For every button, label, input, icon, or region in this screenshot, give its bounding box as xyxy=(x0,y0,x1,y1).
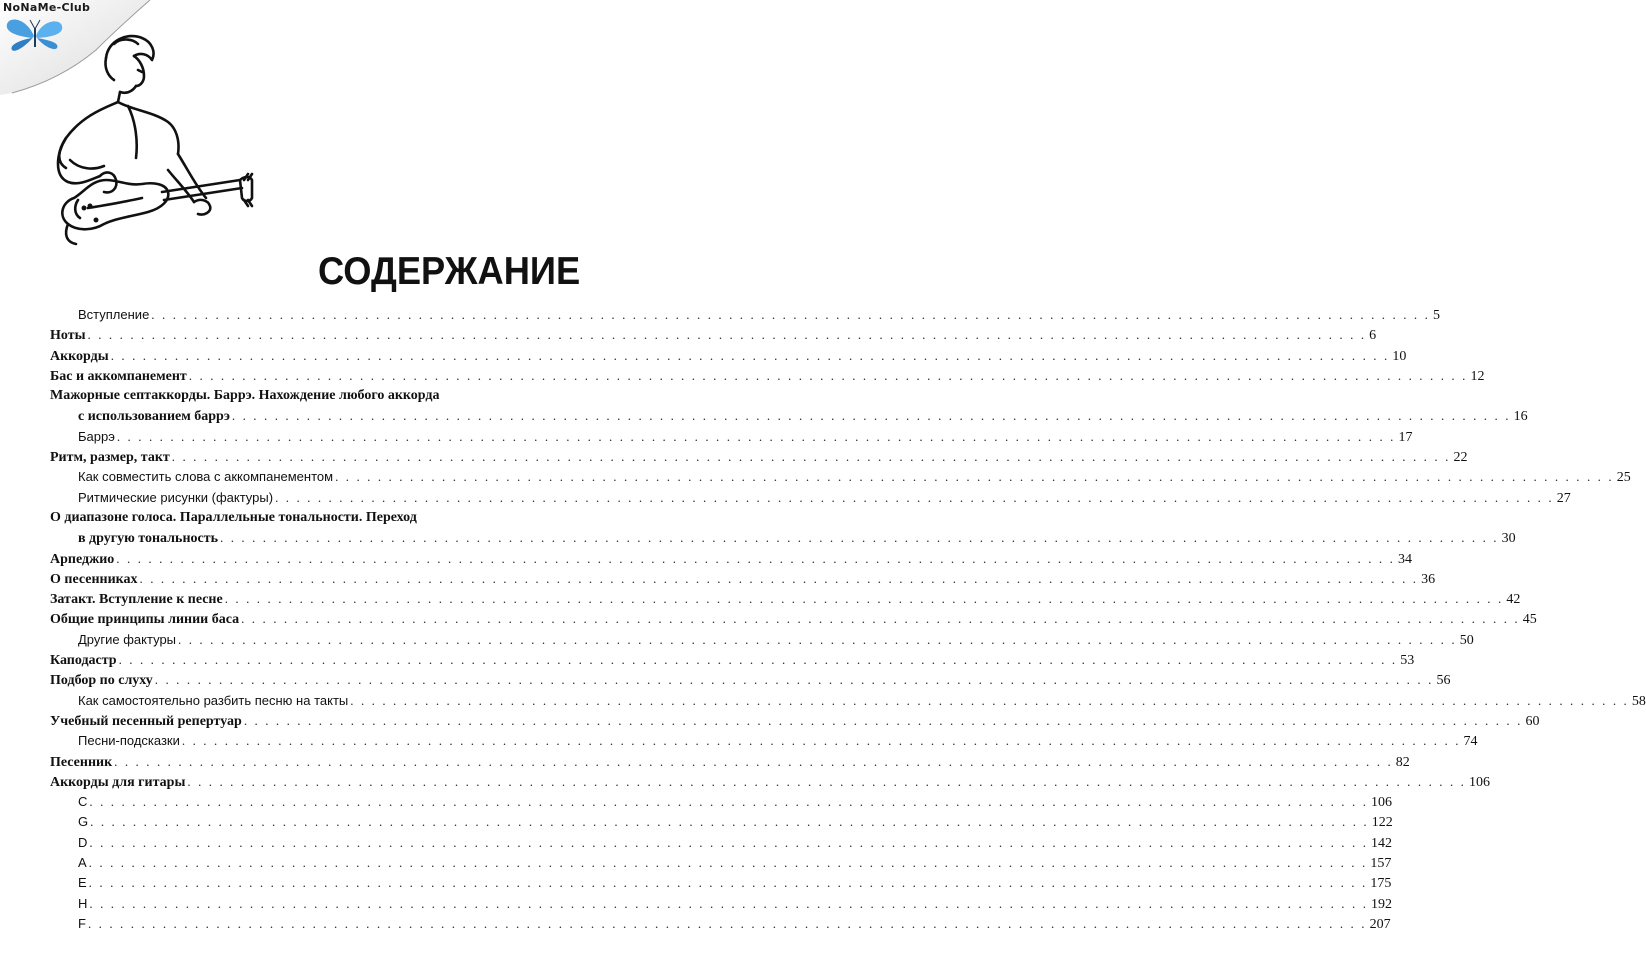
toc-entry-label: Бас и аккомпанемент xyxy=(50,368,187,384)
toc-entry xyxy=(50,711,1540,731)
toc-entry-page: 36 xyxy=(1421,571,1436,587)
toc-entry-label: D xyxy=(78,834,88,850)
dot-leader: . . . . . . . . . . . . . . . . . . . . . . . . . . . . . . . . . . . . . . . . . . . . . . . . . . . . . . . . . . . . . . . . . . . . . . . . . . . . . . . . . . . . . . . . . . . . . . . . . . . . . . . . . . . . . . . . . . . . . . . . xyxy=(139,570,1419,586)
toc-entry-page: 25 xyxy=(1616,470,1631,486)
dot-leader: . . . . . . . . . . . . . . . . . . . . . . . . . . . . . . . . . . . . . . . . . . . . . . . . . . . . . . . . . . . . . . . . . . . . . . . . . . . . . . . . . . . . . . . . . . . . . . . . . . . . . . . . . . . . . . . . . . . . . . . . xyxy=(151,307,1430,322)
toc-entry xyxy=(50,812,1393,832)
toc-entry xyxy=(50,670,1451,690)
dot-leader: . . . . . . . . . . . . . . . . . . . . . . . . . . . . . . . . . . . . . . . . . . . . . . . . . . . . . . . . . . . . . . . . . . . . . . . . . . . . . . . . . . . . . . . . . . . . . . . . . . . . . . . . . . . . . . . . . . . . . . . . xyxy=(243,712,1523,728)
toc-entry-page: 30 xyxy=(1501,531,1516,547)
toc-entry-label: Как совместить слова с аккомпанементом xyxy=(78,469,334,485)
toc-entry xyxy=(50,346,1407,366)
toc-entry-label: О диапазоне голоса. Параллельные тональности. Переход xyxy=(50,509,417,525)
toc-entry-page: 27 xyxy=(1556,490,1571,506)
toc-entry-label: Каподастр xyxy=(50,653,117,669)
toc-entry-page: 12 xyxy=(1470,368,1485,384)
toc-entry-label: Ритмические рисунки (фактуры) xyxy=(78,489,274,505)
toc-entry-label: Вступление xyxy=(78,307,150,322)
toc-entry xyxy=(50,833,1393,853)
dot-leader: . . . . . . . . . . . . . . . . . . . . . . . . . . . . . . . . . . . . . . . . . . . . . . . . . . . . . . . . . . . . . . . . . . . . . . . . . . . . . . . . . . . . . . . . . . . . . . . . . . . . . . . . . . . . . . . . . . . . . . . . xyxy=(88,855,1368,871)
toc-entry xyxy=(50,772,1491,792)
dot-leader: . . . . . . . . . . . . . . . . . . . . . . . . . . . . . . . . . . . . . . . . . . . . . . . . . . . . . . . . . . . . . . . . . . . . . . . . . . . . . . . . . . . . . . . . . . . . . . . . . . . . . . . . . . . . . . . . . . . . . . . . xyxy=(231,408,1511,424)
toc-entry-page: 5 xyxy=(1432,308,1440,323)
toc-entry-page: 56 xyxy=(1436,673,1451,689)
toc-entry xyxy=(50,386,582,406)
dot-leader: . . . . . . . . . . . . . . . . . . . . . . . . . . . . . . . . . . . . . . . . . . . . . . . . . . . . . . . . . . . . . . . . . . . . . . . . . . . . . . . . . . . . . . . . . . . . . . . . . . . . . . . . . . . . . . . . . . . . . . . . xyxy=(220,530,1499,546)
toc-entry xyxy=(50,366,1485,386)
toc-entry-label: C xyxy=(78,794,88,810)
toc-entry xyxy=(50,731,1478,751)
toc-entry-page: 122 xyxy=(1371,815,1393,831)
toc-entry xyxy=(50,427,1413,447)
toc-entry-page: 60 xyxy=(1525,713,1540,729)
dot-leader: . . . . . . . . . . . . . . . . . . . . . . . . . . . . . . . . . . . . . . . . . . . . . . . . . . . . . . . . . . . . . . . . . . . . . . . . . . . . . . . . . . . . . . . . . . . . . . . . . . . . . . . . . . . . . . . . . . . . . . . . xyxy=(335,469,1614,485)
toc-entry-page: 22 xyxy=(1453,450,1468,466)
toc-entry-label: Другие фактуры xyxy=(78,631,177,647)
toc-entry xyxy=(50,650,1415,670)
toc-entry-label: H xyxy=(78,895,88,911)
toc-entry xyxy=(50,488,1571,508)
toc-entry-page: 16 xyxy=(1513,409,1528,425)
dot-leader: . . . . . . . . . . . . . . . . . . . . . . . . . . . . . . . . . . . . . . . . . . . . . . . . . . . . . . . . . . . . . . . . . . . . . . . . . . . . . . . . . . . . . . . . . . . . . . . . . . . . . . . . . . . . . . . . . . . . . . . . xyxy=(90,814,1369,830)
toc-entry-label: Песенник xyxy=(50,754,113,770)
toc-entry-page: 157 xyxy=(1370,856,1392,872)
toc-entry-page: 50 xyxy=(1459,632,1474,648)
toc-entry xyxy=(50,853,1392,873)
toc-entry xyxy=(50,325,1377,345)
toc-entry-label: Ноты xyxy=(50,328,86,344)
toc-entry xyxy=(50,691,1646,711)
toc-entry xyxy=(50,609,1537,629)
toc-entry-page: 175 xyxy=(1370,876,1392,892)
toc-entry xyxy=(50,467,1631,487)
toc-entry-label: Мажорные септаккорды. Баррэ. Нахождение любого аккорда xyxy=(50,388,440,404)
dot-leader: . . . . . . . . . . . . . . . . . . . . . . . . . . . . . . . . . . . . . . . . . . . . . . . . . . . . . . . . . . . . . . . . . . . . . . . . . . . . . . . . . . . . . . . . . . . . . . . . . . . . . . . . . . . . . . . . . . . . . . . . xyxy=(116,428,1396,444)
toc-entry-label: E xyxy=(78,875,87,891)
toc-entry-label: Баррэ xyxy=(78,428,115,444)
toc-entry xyxy=(50,549,1412,569)
toc-entry xyxy=(50,873,1392,893)
toc-entry-page: 106 xyxy=(1371,795,1393,811)
toc-entry-page: 42 xyxy=(1506,592,1521,608)
toc-entry xyxy=(50,589,1521,609)
dot-leader: . . . . . . . . . . . . . . . . . . . . . . . . . . . . . . . . . . . . . . . . . . . . . . . . . . . . . . . . . . . . . . . . . . . . . . . . . . . . . . . . . . . . . . . . . . . . . . . . . . . . . . . . . . . . . . . . . . . . . . . . xyxy=(87,915,1367,931)
dot-leader: . . . . . . . . . . . . . . . . . . . . . . . . . . . . . . . . . . . . . . . . . . . . . . . . . . . . . . . . . . . . . . . . . . . . . . . . . . . . . . . . . . . . . . . . . . . . . . . . . . . . . . . . . . . . . . . . . . . . . . . . xyxy=(171,449,1451,465)
dot-leader: . . . . . . . . . . . . . . . . . . . . . . . . . . . . . . . . . . . . . . . . . . . . . . . . . . . . . . . . . . . . . . . . . . . . . . . . . . . . . . . . . . . . . . . . . . . . . . . . . . . . . . . . . . . . . . . . . . . . . . . . xyxy=(181,733,1461,749)
dot-leader: . . . . . . . . . . . . . . . . . . . . . . . . . . . . . . . . . . . . . . . . . . . . . . . . . . . . . . . . . . . . . . . . . . . . . . . . . . . . . . . . . . . . . . . . . . . . . . . . . . . . . . . . . . . . . . . . . . . . . . . . xyxy=(116,550,1395,566)
toc-entry-page: 106 xyxy=(1469,774,1491,790)
dot-leader: . . . . . . . . . . . . . . . . . . . . . . . . . . . . . . . . . . . . . . . . . . . . . . . . . . . . . . . . . . . . . . . . . . . . . . . . . . . . . . . . . . . . . . . . . . . . . . . . . . . . . . . . . . . . . . . . . . . . . . . . xyxy=(187,773,1467,789)
dot-leader: . . . . . . . . . . . . . . . . . . . . . . . . . . . . . . . . . . . . . . . . . . . . . . . . . . . . . . . . . . . . . . . . . . . . . . . . . . . . . . . . . . . . . . . . . . . . . . . . . . . . . . . . . . . . . . . . . . . . . . . . xyxy=(241,611,1520,627)
toc-entry-page: 142 xyxy=(1371,835,1393,851)
toc-entry-page: 58 xyxy=(1631,693,1646,709)
toc-entry xyxy=(50,914,1391,934)
toc-entry-page: 6 xyxy=(1369,328,1377,344)
dot-leader: . . . . . . . . . . . . . . . . . . . . . . . . . . . . . . . . . . . . . . . . . . . . . . . . . . . . . . . . . . . . . . . . . . . . . . . . . . . . . . . . . . . . . . . . . . . . . . . . . . . . . . . . . . . . . . . . . . . . . . . . xyxy=(275,489,1554,505)
dot-leader: . . . . . . . . . . . . . . . . . . . . . . . . . . . . . . . . . . . . . . . . . . . . . . . . . . . . . . . . . . . . . . . . . . . . . . . . . . . . . . . . . . . . . . . . . . . . . . . . . . . . . . . . . . . . . . . . . . . . . . . . xyxy=(89,895,1369,911)
dot-leader: . . . . . . . . . . . . . . . . . . . . . . . . . . . . . . . . . . . . . . . . . . . . . . . . . . . . . . . . . . . . . . . . . . . . . . . . . . . . . . . . . . . . . . . . . . . . . . . . . . . . . . . . . . . . . . . . . . . . . . . . xyxy=(110,347,1390,363)
dot-leader: . . . . . . . . . . . . . . . . . . . . . . . . . . . . . . . . . . . . . . . . . . . . . . . . . . . . . . . . . . . . . . . . . . . . . . . . . . . . . . . . . . . . . . . . . . . . . . . . . . . . . . . . . . . . . . . . . . . . . . . . xyxy=(88,875,1368,891)
toc-entry-page: 82 xyxy=(1395,754,1410,770)
toc-entry-page: 192 xyxy=(1371,896,1393,912)
dot-leader: . . . . . . . . . . . . . . . . . . . . . . . . . . . . . . . . . . . . . . . . . . . . . . . . . . . . . . . . . . . . . . . . . . . . . . . . . . . . . . . . . . . . . . . . . . . . . . . . . . . . . . . . . . . . . . . . . . . . . . . . xyxy=(154,672,1434,688)
toc-entry-label: с использованием баррэ xyxy=(78,409,230,425)
toc-entry-label: Затакт. Вступление к песне xyxy=(50,592,223,608)
dot-leader: . . . . . . . . . . . . . . . . . . . . . . . . . . . . . . . . . . . . . . . . . . . . . . . . . . . . . . . . . . . . . . . . . . . . . . . . . . . . . . . . . . . . . . . . . . . . . . . . . . . . . . . . . . . . . . . . . . . . . . . . xyxy=(224,591,1504,607)
toc-entry xyxy=(50,894,1393,914)
toc-entry-page: 207 xyxy=(1369,916,1391,932)
guitarist-illustration xyxy=(44,30,256,248)
dot-leader: . . . . . . . . . . . . . . . . . . . . . . . . . . . . . . . . . . . . . . . . . . . . . . . . . . . . . . . . . . . . . . . . . . . . . . . . . . . . . . . . . . . . . . . . . . . . . . . . . . . . . . . . . . . . . . . . . . . . . . . . xyxy=(89,794,1369,810)
toc-entry xyxy=(50,508,582,528)
dot-leader: . . . . . . . . . . . . . . . . . . . . . . . . . . . . . . . . . . . . . . . . . . . . . . . . . . . . . . . . . . . . . . . . . . . . . . . . . . . . . . . . . . . . . . . . . . . . . . . . . . . . . . . . . . . . . . . . . . . . . . . . xyxy=(114,753,1393,769)
toc-entry-page: 34 xyxy=(1397,551,1412,567)
toc-entry xyxy=(50,569,1436,589)
table-of-contents xyxy=(50,305,1646,934)
dot-leader: . . . . . . . . . . . . . . . . . . . . . . . . . . . . . . . . . . . . . . . . . . . . . . . . . . . . . . . . . . . . . . . . . . . . . . . . . . . . . . . . . . . . . . . . . . . . . . . . . . . . . . . . . . . . . . . . . . . . . . . . xyxy=(118,652,1398,668)
toc-entry xyxy=(50,752,1410,772)
toc-entry xyxy=(50,630,1474,650)
toc-entry xyxy=(50,305,1440,325)
dot-leader: . . . . . . . . . . . . . . . . . . . . . . . . . . . . . . . . . . . . . . . . . . . . . . . . . . . . . . . . . . . . . . . . . . . . . . . . . . . . . . . . . . . . . . . . . . . . . . . . . . . . . . . . . . . . . . . . . . . . . . . . xyxy=(89,834,1369,850)
toc-entry-label: Общие принципы линии баса xyxy=(50,612,240,628)
toc-entry-page: 10 xyxy=(1392,348,1407,364)
toc-entry-label: Как самостоятельно разбить песню на такты xyxy=(78,692,349,708)
toc-entry xyxy=(50,447,1468,467)
toc-entry-label: Песни-подсказки xyxy=(78,733,180,749)
toc-entry-label: О песенниках xyxy=(50,571,138,587)
dot-leader: . . . . . . . . . . . . . . . . . . . . . . . . . . . . . . . . . . . . . . . . . . . . . . . . . . . . . . . . . . . . . . . . . . . . . . . . . . . . . . . . . . . . . . . . . . . . . . . . . . . . . . . . . . . . . . . . . . . . . . . . xyxy=(350,692,1629,708)
page-title: СОДЕРЖАНИЕ xyxy=(318,250,581,293)
watermark-text: NoNaMe-Club xyxy=(3,1,91,14)
toc-entry-page: 45 xyxy=(1522,612,1537,628)
toc-entry-label: F xyxy=(78,915,86,931)
toc-entry-label: G xyxy=(78,814,89,830)
dot-leader: . . . . . . . . . . . . . . . . . . . . . . . . . . . . . . . . . . . . . . . . . . . . . . . . . . . . . . . . . . . . . . . . . . . . . . . . . . . . . . . . . . . . . . . . . . . . . . . . . . . . . . . . . . . . . . . . . . . . . . . . xyxy=(178,631,1457,647)
toc-entry-label: в другую тональность xyxy=(78,531,218,547)
dot-leader: . . . . . . . . . . . . . . . . . . . . . . . . . . . . . . . . . . . . . . . . . . . . . . . . . . . . . . . . . . . . . . . . . . . . . . . . . . . . . . . . . . . . . . . . . . . . . . . . . . . . . . . . . . . . . . . . . . . . . . . . xyxy=(87,327,1367,343)
toc-entry xyxy=(50,406,1528,426)
toc-entry-page: 17 xyxy=(1398,429,1413,445)
toc-entry xyxy=(50,792,1393,812)
toc-entry-label: Арпеджио xyxy=(50,551,115,567)
toc-entry-label: Подбор по слуху xyxy=(50,673,153,689)
dot-leader: . . . . . . . . . . . . . . . . . . . . . . . . . . . . . . . . . . . . . . . . . . . . . . . . . . . . . . . . . . . . . . . . . . . . . . . . . . . . . . . . . . . . . . . . . . . . . . . . . . . . . . . . . . . . . . . . . . . . . . . . xyxy=(188,367,1468,383)
toc-entry-page: 74 xyxy=(1463,734,1478,750)
toc-entry-label: Ритм, размер, такт xyxy=(50,450,170,466)
toc-entry-label: Аккорды для гитары xyxy=(50,774,186,790)
toc-entry-label: A xyxy=(78,855,87,871)
toc-entry xyxy=(50,528,1516,548)
toc-entry-page: 53 xyxy=(1400,653,1415,669)
toc-entry-label: Учебный песенный репертуар xyxy=(50,713,242,729)
toc-entry-label: Аккорды xyxy=(50,348,109,364)
